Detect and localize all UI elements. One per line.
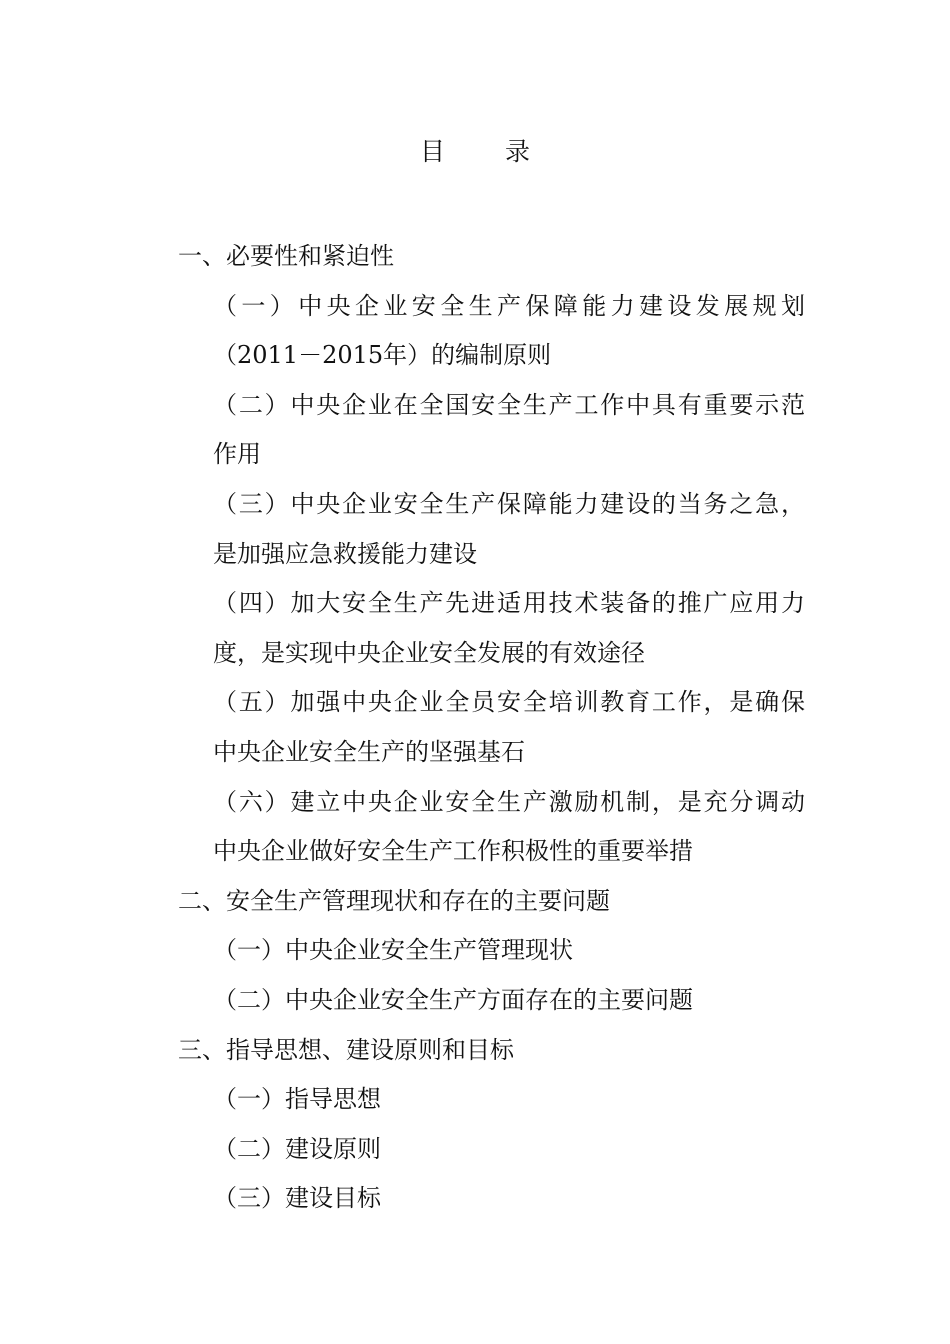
toc-item-1-5-line-2: 中央企业安全生产的坚强基石 xyxy=(213,737,525,766)
toc-item-1-3-line-2: 是加强应急救援能力建设 xyxy=(213,539,477,568)
toc-section-1: 一、必要性和紧迫性 xyxy=(178,242,394,270)
toc-section-2: 二、安全生产管理现状和存在的主要问题 xyxy=(178,886,610,915)
toc-item-3-2: （二）建设原则 xyxy=(213,1134,381,1163)
toc-item-3-1: （一）指导思想 xyxy=(213,1085,381,1114)
toc-item-2-2: （二）中央企业安全生产方面存在的主要问题 xyxy=(213,985,693,1014)
toc-item-1-2-line-2: 作用 xyxy=(213,440,261,469)
toc-item-1-4-line-1: （四）加大安全生产先进适用技术装备的推广应用力 xyxy=(213,589,805,618)
table-of-contents xyxy=(178,232,808,1224)
toc-item-1-1-line-1: （一）中央企业安全生产保障能力建设发展规划 xyxy=(213,291,805,320)
toc-item-1-1-line-2: （2011－2015年）的编制原则 xyxy=(213,341,552,370)
toc-item-1-2-line-1: （二）中央企业在全国安全生产工作中具有重要示范 xyxy=(213,390,805,419)
toc-item-2-1: （一）中央企业安全生产管理现状 xyxy=(213,936,573,965)
toc-item-1-5-line-1: （五）加强中央企业全员安全培训教育工作，是确保 xyxy=(213,688,805,717)
toc-item-3-3: （三）建设目标 xyxy=(213,1184,381,1213)
toc-item-1-6-line-2: 中央企业做好安全生产工作积极性的重要举措 xyxy=(213,837,693,866)
toc-item-1-6-line-1: （六）建立中央企业安全生产激励机制，是充分调动 xyxy=(213,787,805,816)
toc-section-3: 三、指导思想、建设原则和目标 xyxy=(178,1035,514,1064)
toc-title: 目录 xyxy=(419,137,590,166)
toc-item-1-4-line-2: 度，是实现中央企业安全发展的有效途径 xyxy=(213,638,645,667)
toc-item-1-3-line-1: （三）中央企业安全生产保障能力建设的当务之急， xyxy=(213,489,805,518)
